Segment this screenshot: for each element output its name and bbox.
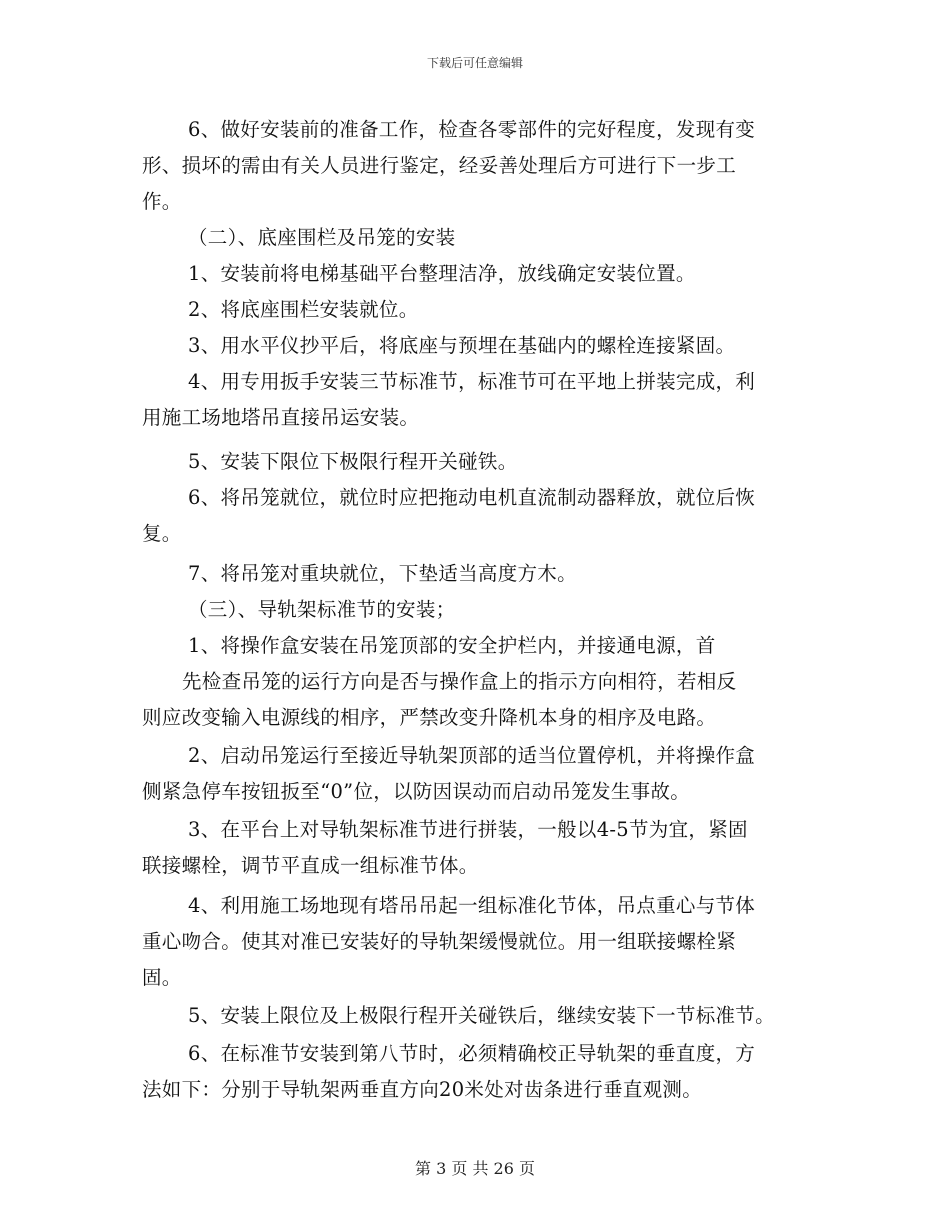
paragraph-line: 6、做好安装前的准备工作，检查各零部件的完好程度，发现有变: [188, 118, 756, 141]
paragraph-line: 3、用水平仪抄平后，将底座与预埋在基础内的螺栓连接紧固。: [188, 334, 736, 357]
paragraph-line: 4、利用施工场地现有塔吊吊起一组标准化节体，吊点重心与节体: [188, 894, 756, 917]
paragraph-line: 侧紧急停车按钮扳至“0”位，以防因误动而启动吊笼发生事故。: [142, 780, 691, 803]
paragraph-line: 形、损坏的需由有关人员进行鉴定，经妥善处理后方可进行下一步工: [142, 154, 737, 177]
paragraph-line: 6、将吊笼就位，就位时应把拖动电机直流制动器释放，就位后恢: [188, 486, 756, 509]
page-header: 下载后可任意编辑: [426, 56, 523, 70]
paragraph-line: 作。: [142, 190, 182, 213]
page-footer: 第 3 页 共 26 页: [415, 1159, 535, 1178]
section-heading: （三）、导轨架标准节的安装；: [188, 598, 456, 621]
paragraph-line: 7、将吊笼对重块就位，下垫适当高度方木。: [188, 562, 577, 585]
paragraph-line: 5、安装下限位下极限行程开关碰铁。: [188, 450, 518, 473]
paragraph-line: 则应改变输入电源线的相序，严禁改变升降机本身的相序及电路。: [142, 706, 717, 729]
paragraph-line: 2、启动吊笼运行至接近导轨架顶部的适当位置停机，并将操作盒: [188, 744, 756, 767]
paragraph-line: 联接螺栓，调节平直成一组标准节体。: [142, 854, 479, 877]
paragraph-line: 复。: [142, 522, 182, 545]
paragraph-line: 固。: [142, 966, 182, 989]
paragraph-line: 3、在平台上对导轨架标准节进行拼装，一般以4-5节为宜，紧固: [188, 818, 748, 841]
paragraph-line: 用施工场地塔吊直接吊运安装。: [142, 406, 420, 429]
paragraph-line: 6、在标准节安装到第八节时，必须精确校正导轨架的垂直度，方: [188, 1042, 756, 1065]
paragraph-line: 5、安装上限位及上极限行程开关碰铁后，继续安装下一节标准节。: [188, 1004, 775, 1027]
paragraph-line: 重心吻合。使其对准已安装好的导轨架缓慢就位。用一组联接螺栓紧: [142, 930, 737, 953]
paragraph-line: 4、用专用扳手安装三节标准节，标准节可在平地上拼装完成，利: [188, 370, 756, 393]
paragraph-line: 先检查吊笼的运行方向是否与操作盒上的指示方向相符，若相反: [182, 670, 737, 693]
paragraph-line: 1、将操作盒安装在吊笼顶部的安全护栏内，并接通电源，首: [188, 634, 716, 657]
paragraph-line: 1、安装前将电梯基础平台整理洁净，放线确定安装位置。: [188, 262, 696, 285]
section-heading: （二）、底座围栏及吊笼的安装: [188, 226, 456, 249]
paragraph-line: 2、将底座围栏安装就位。: [188, 298, 419, 321]
paragraph-line: 法如下：分别于导轨架两垂直方向20米处对齿条进行垂直观测。: [142, 1078, 703, 1101]
